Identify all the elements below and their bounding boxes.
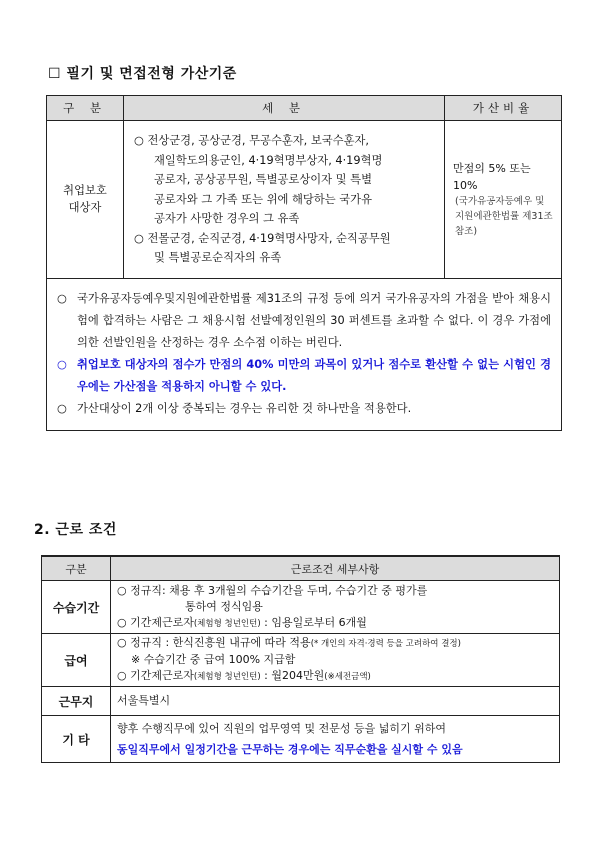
- probation-line3-note: (체험형 청년인턴): [193, 618, 261, 629]
- salary-line3-note: (체험형 청년인턴): [193, 672, 261, 682]
- header-category: 구 분: [47, 96, 124, 121]
- section1-title: ☐ 필기 및 면접전형 가산기준: [48, 66, 237, 82]
- note-text: 취업보호 대상자의 점수가 만점의 40% 미만의 과목이 있거나 점수로 환산할 수 없는 시험인 경우에는 가산점을 적용하지 아니할 수 있다.: [77, 357, 551, 393]
- row-key-probation: 수습기간: [42, 581, 111, 634]
- bonus-criteria-table: [46, 95, 562, 431]
- notes-cell: [47, 278, 562, 430]
- note-item-highlight: [57, 354, 551, 398]
- category-cell: [47, 121, 124, 279]
- rate-main: 만점의 5% 또는 10%: [453, 161, 531, 192]
- probation-line1: ○ 정규직: 채용 후 3개월의 수습기간을 두며, 수습기간 중 평가를: [117, 583, 428, 597]
- detail-line: 공로자, 공상공무원, 특별공로상이자 및 특별: [154, 173, 372, 186]
- probation-line3-value: : 임용일로부터 6개월: [260, 615, 367, 629]
- category-line1: 취업보호: [63, 184, 107, 198]
- probation-line2: 통하여 정식임용: [185, 599, 263, 613]
- row-key-salary: 급여: [42, 634, 111, 687]
- salary-line2: ※ 수습기간 중 급여 100% 지급함: [131, 653, 296, 666]
- section2-title: 2. 근로 조건: [34, 522, 117, 538]
- salary-line3-label: ○ 기간제근로자: [117, 669, 194, 682]
- table-header-row: [47, 96, 562, 121]
- detail-line: 공자가 사망한 경우의 그 유족: [154, 212, 300, 225]
- table-row: [42, 581, 560, 634]
- header-rate: 가산비율: [445, 96, 562, 121]
- salary-line3-value: : 월204만원: [260, 669, 325, 682]
- note-item: [57, 398, 551, 420]
- bullet-circle-icon: ○: [57, 291, 67, 305]
- notes-row: [47, 278, 562, 430]
- detail-line: 및 특별공로순직자의 유족: [154, 251, 282, 264]
- header-detail: 근로조건 세부사항: [111, 556, 560, 581]
- note-item: [57, 288, 551, 354]
- row-key-etc: 기 타: [42, 716, 111, 763]
- table-row: [47, 121, 562, 279]
- row-key-location: 근무지: [42, 687, 111, 716]
- detail-line: ○ 전몰군경, 순직군경, 4·19혁명사망자, 순직공무원: [134, 231, 391, 245]
- salary-line3-tax-note: (※세전금액): [324, 672, 371, 682]
- row-value-location: 서울특별시: [111, 687, 560, 716]
- bullet-circle-icon: ○: [57, 401, 67, 415]
- row-value-probation: [111, 581, 560, 634]
- header-category: 구분: [42, 556, 111, 581]
- detail-line: 공로자와 그 가족 또는 위에 해당하는 국가유: [154, 192, 372, 206]
- probation-line3-label: ○ 기간제근로자: [117, 615, 194, 629]
- table-row: [42, 716, 560, 763]
- bullet-circle-icon: ○: [57, 357, 67, 371]
- salary-line3: [117, 668, 553, 685]
- note-text: 국가유공자등예우및지원에관한법률 제31조의 규정 등에 의거 국가유공자의 가점을 받아 채용시험에 합격하는 사람은 그 채용시험 선발예정인원의 30 퍼센트를 초과할 수 없다. 이 경우 가점에 의한 선발인원을 산정하는 경우 소수점 이하는 버린다.: [77, 291, 551, 349]
- etc-line1: 향후 수행직무에 있어 직원의 업무영역 및 전문성 등을 넓히기 위하여: [117, 722, 446, 735]
- note-text: 가산대상이 2개 이상 중복되는 경우는 유리한 것 하나만을 적용한다.: [77, 401, 412, 415]
- salary-line1: [117, 635, 553, 652]
- probation-line3: [117, 615, 553, 632]
- detail-cell: [124, 121, 445, 279]
- table-row: [42, 634, 560, 687]
- salary-line1-note: (* 개인의 자격·경력 등을 고려하여 결정): [310, 639, 461, 649]
- rate-note: (국가유공자등예우 및지원에관한법률 제31조 참조): [455, 195, 553, 237]
- row-value-etc: [111, 716, 560, 763]
- rate-cell: [445, 121, 562, 279]
- detail-line: ○ 전상군경, 공상군경, 무공수훈자, 보국수훈자,: [134, 134, 370, 147]
- detail-line: 재일학도의용군인, 4·19혁명부상자, 4·19혁명: [154, 153, 383, 167]
- header-detail: 세 분: [124, 96, 445, 121]
- table-row: [42, 687, 560, 716]
- etc-line2-highlight: 동일직무에서 일정기간을 근무하는 경우에는 직무순환을 실시할 수 있음: [117, 743, 463, 756]
- category-line2: 대상자: [68, 201, 102, 215]
- work-conditions-table: [41, 555, 560, 763]
- salary-line1-text: ○ 정규직 : 한식진흥원 내규에 따라 적용: [117, 636, 311, 649]
- table-header-row: [42, 556, 560, 581]
- row-value-salary: [111, 634, 560, 687]
